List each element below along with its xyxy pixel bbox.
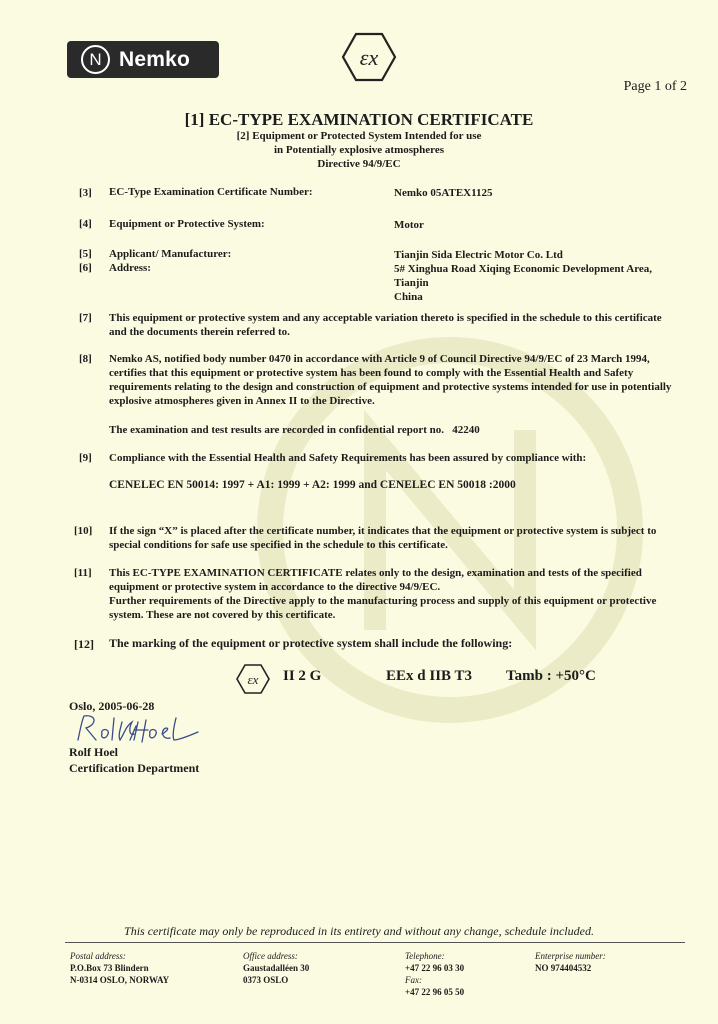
page-subtitle [0, 129, 718, 171]
footer-divider [65, 942, 685, 943]
page-number: Page 1 of 2 [623, 79, 687, 94]
address-line: Tianjin [394, 277, 429, 289]
address-label: Address: [109, 262, 151, 274]
section-7-text: This equipment or protective system and any acceptable variation thereto is specified in the schedule to this certificate and the documents therein referred to. [109, 312, 662, 338]
office-address [243, 950, 309, 986]
office-line: 0373 OSLO [243, 975, 289, 985]
telephone-block [405, 950, 464, 998]
marking-protection: EEx d IIB T3 [386, 668, 473, 684]
section-11-para: Further requirements of the Directive apply to the manufacturing process and supply of this equipment or protective system. These are not covered by this certificate. [109, 595, 657, 621]
place-date: Oslo, 2005-06-28 [69, 699, 155, 713]
ex-hexagon-icon [341, 32, 397, 82]
section-10-text: If the sign “X” is placed after the certificate number, it indicates that the equipment or protective system is subject to special conditions for safe use specified in the schedule to this certificate. [109, 525, 657, 551]
section-number: [8] [79, 353, 92, 365]
postal-line: P.O.Box 73 Blindern [70, 963, 149, 973]
nemko-logo-symbol: N [81, 45, 110, 74]
enterprise-block [535, 950, 606, 974]
report-number: 42240 [452, 424, 480, 436]
section-8-text: Nemko AS, notified body number 0470 in accordance with Article 9 of Council Directive 94/9/EC of 23 March 1994, certifies that this equipment or protective system has been found to comply with the Essential Health and Safety requirements relating to the design and construction of equipment and protective systems intended for use in potentially explosive atmospheres given in Annex II to the Directive. [109, 353, 672, 407]
applicant-value: Tianjin Sida Electric Motor Co. Ltd [394, 249, 563, 261]
marking-tamb: Tamb : +50°C [506, 668, 596, 684]
section-11-text [109, 566, 679, 622]
section-number: [11] [74, 567, 92, 579]
postal-address [70, 950, 169, 986]
cert-number-value: Nemko 05ATEX1125 [394, 187, 493, 199]
field-number: [3] [79, 187, 92, 199]
office-line: Gaustadalléen 30 [243, 963, 310, 973]
equipment-value: Motor [394, 219, 424, 231]
ex-marking-icon [236, 664, 270, 694]
page-title: [1] EC-TYPE EXAMINATION CERTIFICATE [184, 110, 534, 129]
fax-number: +47 22 96 05 50 [405, 987, 465, 997]
svg-text:εx: εx [359, 45, 379, 70]
enterprise-heading: Enterprise number: [535, 951, 606, 961]
postal-line: N-0314 OSLO, NORWAY [70, 975, 170, 985]
report-text: The examination and test results are recorded in confidential report no. [109, 424, 444, 436]
footer-note: This certificate may only be reproduced in its entirety and without any change, schedule included. [124, 924, 594, 938]
field-number: [6] [79, 262, 92, 274]
signatory-name: Rolf Hoel [69, 745, 118, 759]
office-heading: Office address: [243, 951, 298, 961]
section-9-text: Compliance with the Essential Health and Safety Requirements has been assured by compliance with: [109, 452, 587, 464]
section-number: [9] [79, 452, 92, 464]
section-number: [7] [79, 312, 92, 324]
standards-text: CENELEC EN 50014: 1997 + A1: 1999 + A2: 1999 and CENELEC EN 50018 :2000 [109, 479, 516, 491]
cert-number-label: EC-Type Examination Certificate Number: [109, 186, 313, 198]
telephone-heading: Telephone: [405, 951, 445, 961]
section-number: [12] [74, 637, 94, 651]
signatory-department: Certification Department [69, 761, 200, 775]
address-line: 5# Xinghua Road Xiqing Economic Development Area, [394, 263, 653, 275]
address-value [394, 262, 652, 304]
equipment-label: Equipment or Protective System: [109, 218, 265, 230]
marking-group: II 2 G [283, 668, 322, 684]
report-line [109, 423, 679, 437]
svg-text:εx: εx [247, 672, 259, 687]
handwritten-signature [74, 712, 204, 746]
nemko-logo [67, 41, 219, 78]
address-line: China [394, 291, 423, 303]
section-12-text: The marking of the equipment or protective system shall include the following: [109, 636, 513, 650]
subtitle-line: Directive 94/9/EC [317, 158, 401, 170]
subtitle-line: in Potentially explosive atmospheres [274, 144, 444, 156]
field-number: [5] [79, 248, 92, 260]
nemko-logo-text: Nemko [119, 47, 191, 71]
section-11-para: This EC-TYPE EXAMINATION CERTIFICATE relates only to the design, examination and tests of the specified equipment or protective system in accordance to the directive 94/9/EC. [109, 567, 642, 593]
fax-heading: Fax: [405, 975, 422, 985]
telephone-number: +47 22 96 03 30 [405, 963, 465, 973]
applicant-label: Applicant/ Manufacturer: [109, 248, 232, 260]
enterprise-number: NO 974404532 [535, 963, 592, 973]
postal-heading: Postal address: [70, 951, 126, 961]
field-number: [4] [79, 218, 92, 230]
section-number: [10] [74, 525, 93, 537]
subtitle-line: [2] Equipment or Protected System Intended for use [236, 130, 482, 142]
